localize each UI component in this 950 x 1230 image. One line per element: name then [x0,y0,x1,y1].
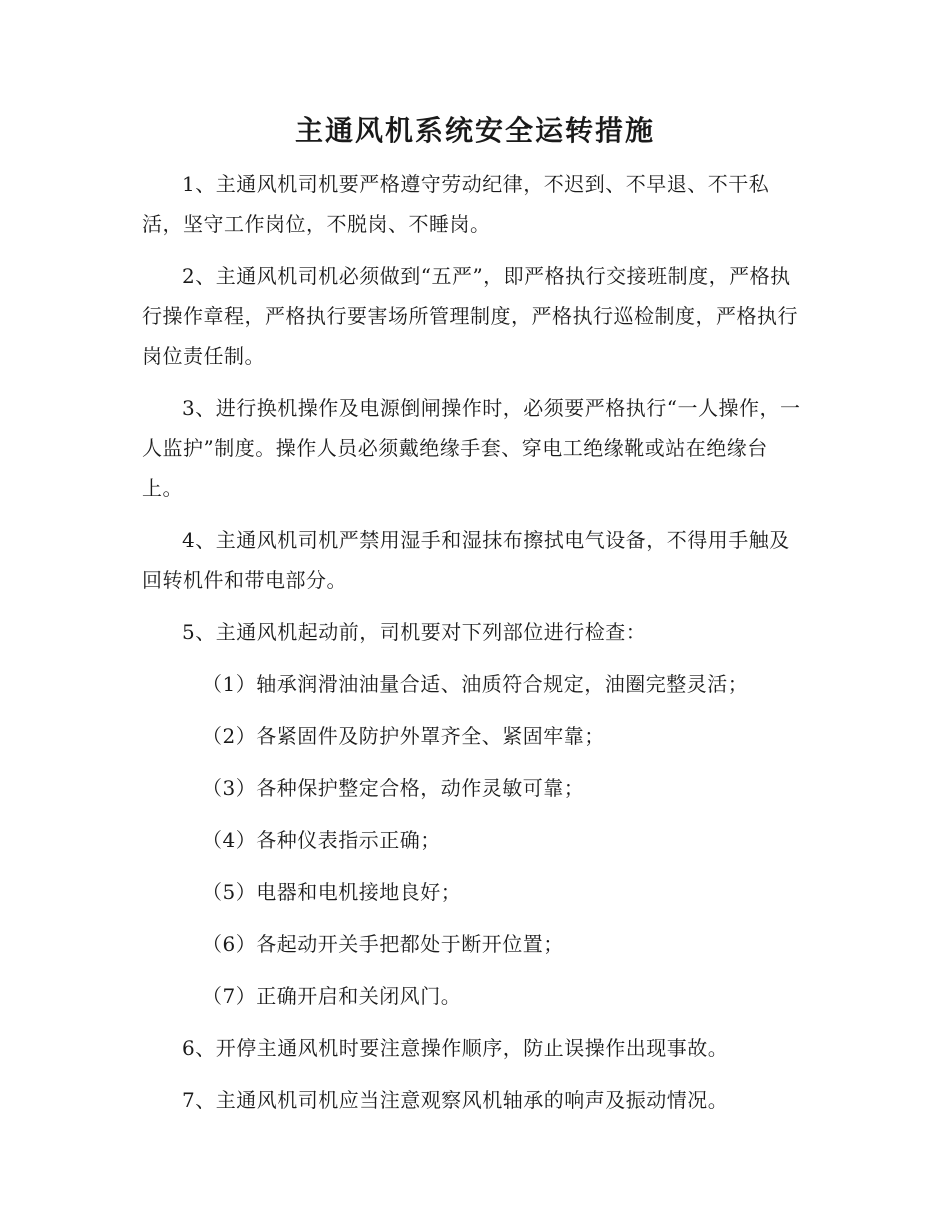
checklist-item-4: （4）各种仪表指示正确； [202,828,441,852]
checklist-item-1: （1）轴承润滑油油量合适、油质符合规定，油圈完整灵活； [202,672,749,696]
checklist-item-6: （6）各起动开关手把都处于断开位置； [202,932,564,956]
paragraph-4: 4、主通风机司机严禁用湿手和湿抹布擦拭电气设备，不得用手触及回转机件和带电部分。 [142,528,790,592]
paragraph-1: 1、主通风机司机要严格遵守劳动纪律，不迟到、不早退、不干私活，坚守工作岗位，不脱岗、不睡岗。 [142,172,770,236]
checklist-item-3: （3）各种保护整定合格，动作灵敏可靠； [202,776,585,800]
paragraph-3: 3、进行换机操作及电源倒闸操作时，必须要严格执行“一人操作，一人监护”制度。操作人员必须戴绝缘手套、穿电工绝缘靴或站在绝缘台上。 [142,396,801,500]
inspection-checklist [142,664,808,1016]
document-title: 主通风机系统安全运转措施 [294,114,655,147]
checklist-item-7: （7）正确开启和关闭风门。 [202,984,462,1008]
checklist-item-2: （2）各紧固件及防护外罩齐全、紧固牢靠； [202,724,605,748]
document-body [142,164,808,1132]
checklist-item-5: （5）电器和电机接地良好； [202,880,462,904]
paragraph-6: 6、开停主通风机时要注意操作顺序，防止误操作出现事故。 [182,1036,729,1060]
paragraph-7: 7、主通风机司机应当注意观察风机轴承的响声及振动情况。 [182,1088,729,1112]
paragraph-5: 5、主通风机起动前，司机要对下列部位进行检查： [182,620,647,644]
paragraph-2: 2、主通风机司机必须做到“五严”，即严格执行交接班制度，严格执行操作章程，严格执行要害场所管理制度，严格执行巡检制度，严格执行岗位责任制。 [142,264,798,368]
